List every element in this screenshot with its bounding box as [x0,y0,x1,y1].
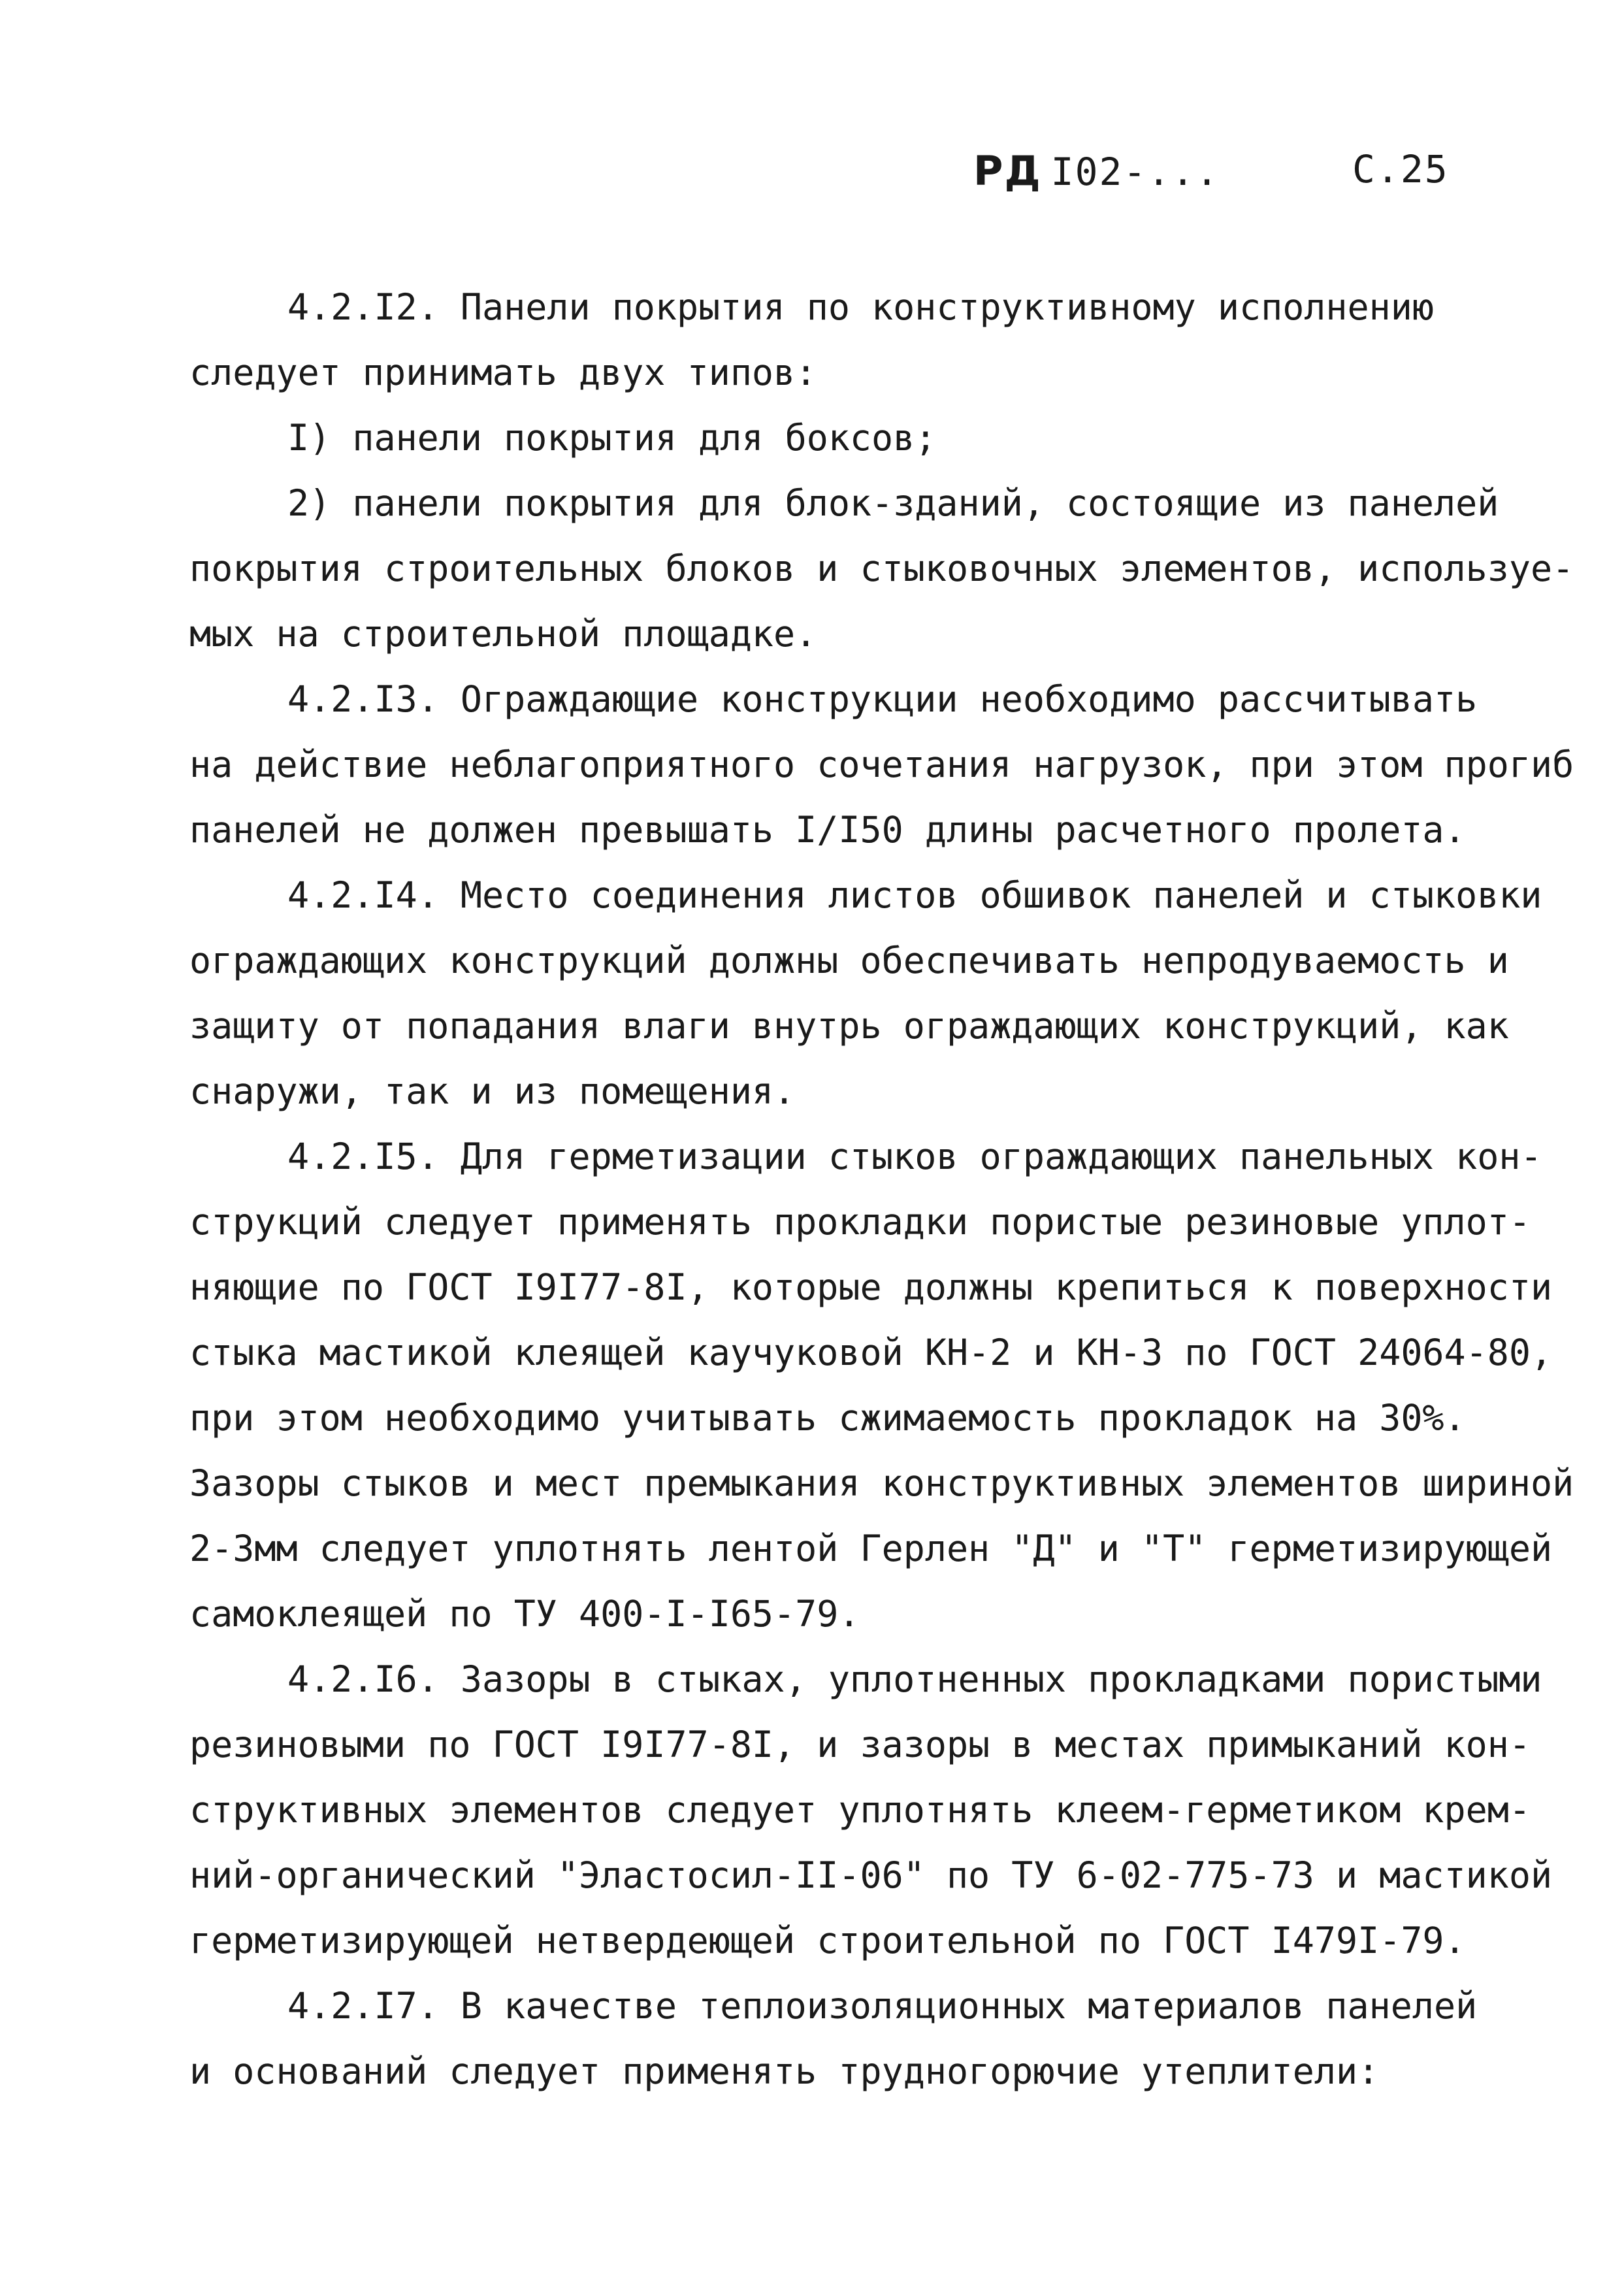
text-line: защиту от попадания влаги внутрь ограждающих конструкций, как [189,1005,1509,1047]
page-header [973,147,1449,195]
text-line: струкций следует применять прокладки пористые резиновые уплот- [189,1201,1531,1243]
page-number: С.25 [1352,147,1449,191]
paragraph-4-2-12 [189,274,1483,405]
list-item-2 [189,470,1574,666]
text-line: I) панели покрытия для боксов; [287,417,937,459]
text-line: следует принимать двух типов: [189,352,817,393]
text-line: 4.2.I6. Зазоры в стыках, уплотненных прокладками пористыми [287,1658,1542,1700]
text-line: и оснований следует применять трудногорючие утеплители: [189,2050,1380,2092]
text-line: ограждающих конструкций должны обеспечивать непродуваемость и [189,940,1509,981]
text-line: покрытия строительных блоков и стыковочных элементов, используе- [189,548,1574,589]
text-line: 2) панели покрытия для блок-зданий, состоящие из панелей [287,482,1499,524]
text-line: снаружи, так и из помещения. [189,1070,796,1112]
paragraph-4-2-13 [189,666,1574,862]
text-line: при этом необходимо учитывать сжимаемость прокладок на 30%. [189,1397,1466,1439]
text-line: 4.2.I5. Для герметизации стыков ограждающих панельных кон- [287,1136,1542,1177]
text-line: резиновыми по ГОСТ I9I77-8I, и зазоры в местах примыканий кон- [189,1724,1531,1765]
text-line: Зазоры стыков и мест премыкания конструктивных элементов шириной [189,1462,1574,1504]
text-line: 4.2.I4. Место соединения листов обшивок панелей и стыковки [287,874,1542,916]
text-line: мых на строительной площадке. [189,613,817,655]
text-line: 4.2.I2. Панели покрытия по конструктивному исполнению [287,286,1434,328]
text-line: на действие неблагоприятного сочетания нагрузок, при этом прогиб [189,744,1574,785]
text-line: структивных элементов следует уплотнять клеем-герметиком крем- [189,1789,1531,1831]
paragraph-4-2-14 [189,862,1542,1124]
paragraph-4-2-17 [189,1973,1483,2104]
doc-code: I02-... [1050,150,1220,194]
text-line: стыка мастикой клеящей каучуковой КН-2 и КН-3 по ГОСТ 24064-80, [189,1332,1553,1373]
text-line: няющие по ГОСТ I9I77-8I, которые должны крепиться к поверхности [189,1266,1553,1308]
paragraph-4-2-16 [189,1647,1553,1973]
list-item-1 [189,405,1483,470]
text-line: ний-органический "Эластосил-II-06" по ТУ 6-02-775-73 и мастикой [189,1854,1553,1896]
text-line: 2-3мм следует уплотнять лентой Герлен "Д" и "Т" герметизирующей [189,1528,1553,1569]
text-line: 4.2.I7. В качестве теплоизоляционных материалов панелей [287,1985,1478,2027]
body-text [189,274,1574,2104]
text-line: самоклеящей по ТУ 400-I-I65-79. [189,1593,860,1635]
doc-prefix: РД [973,147,1042,195]
text-line: герметизирующей нетвердеющей строительной по ГОСТ I479I-79. [189,1920,1466,1961]
text-line: 4.2.I3. Ограждающие конструкции необходимо рассчитывать [287,678,1478,720]
text-line: панелей не должен превышать I/I50 длины расчетного пролета. [189,809,1466,851]
paragraph-4-2-15 [189,1124,1574,1647]
